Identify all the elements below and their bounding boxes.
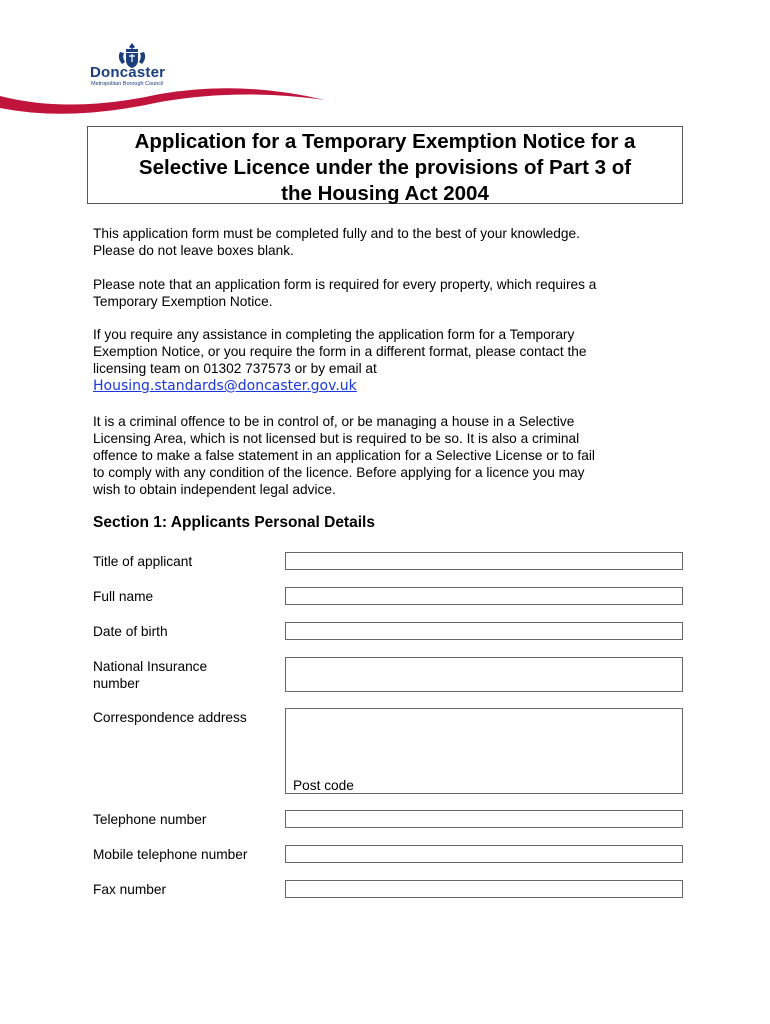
- correspondence-address-label: Correspondence address: [93, 710, 247, 725]
- title-line: Application for a Temporary Exemption Notice for a: [134, 130, 636, 153]
- national-insurance-field[interactable]: [285, 657, 683, 692]
- section-heading: Section 1: Applicants Personal Details: [93, 514, 375, 531]
- title-of-applicant-field[interactable]: [285, 552, 683, 570]
- email-link[interactable]: Housing.standards@doncaster.gov.uk: [93, 378, 357, 394]
- telephone-number-label: Telephone number: [93, 812, 207, 827]
- title-line: Selective Licence under the provisions of Part 3 of: [138, 156, 632, 179]
- fax-number-label: Fax number: [93, 882, 167, 897]
- fax-number-field[interactable]: [285, 880, 683, 898]
- intro-paragraph-completion: This application form must be completed fully and to the best of your knowledge. Please do not leave boxes blank.: [93, 226, 580, 258]
- mobile-telephone-label: Mobile telephone number: [93, 847, 248, 862]
- intro-paragraph-assistance: If you require any assistance in completing the application form for a Temporary Exemption Notice, or you require the form in a different format, please contact the licensing team on 01302 737573 or by email at Housing.standards@doncaster.gov.uk: [93, 327, 587, 394]
- full-name-label: Full name: [93, 589, 154, 604]
- date-of-birth-field[interactable]: [285, 622, 683, 640]
- form-title: [87, 126, 683, 204]
- intro-paragraph-legal-warning: It is a criminal offence to be in control of, or be managing a house in a Selective Licensing Area, which is not licensed but is required to be so. It is also a criminal offence to make a false statement in an application for a Selective License or to fail to comply with any condition of the licence. Before applying for a licence you may wish to obtain independent legal advice.: [93, 414, 595, 497]
- swoosh-graphic: [0, 84, 330, 120]
- postcode-label: Post code: [293, 778, 354, 793]
- brand-subtitle: Metropolitan Borough Council: [91, 81, 164, 87]
- intro-paragraph-requirement: Please note that an application form is required for every property, which requires a Temporary Exemption Notice.: [93, 277, 597, 309]
- national-insurance-label: National Insurance number: [93, 659, 208, 691]
- title-line: the Housing Act 2004: [281, 182, 489, 205]
- correspondence-address-field[interactable]: [285, 708, 683, 794]
- council-logo: [0, 36, 330, 120]
- brand-name: Doncaster: [90, 64, 166, 81]
- title-of-applicant-label: Title of applicant: [93, 554, 193, 569]
- full-name-field[interactable]: [285, 587, 683, 605]
- date-of-birth-label: Date of birth: [93, 624, 168, 639]
- telephone-number-field[interactable]: [285, 810, 683, 828]
- mobile-telephone-field[interactable]: [285, 845, 683, 863]
